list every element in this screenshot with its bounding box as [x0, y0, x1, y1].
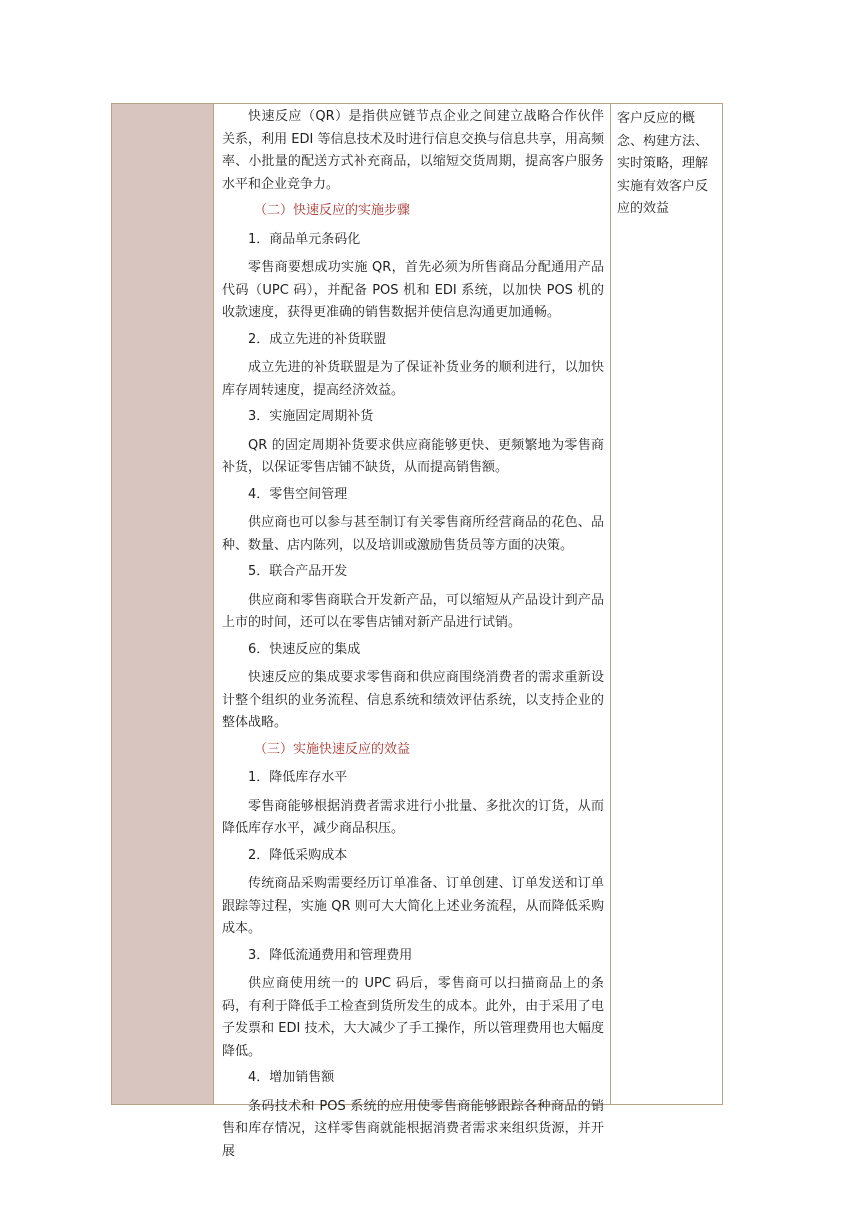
left-shaded-cell [112, 104, 214, 1104]
section-heading: （二）快速反应的实施步骤 [254, 203, 411, 218]
step-heading: 4．零售空间管理 [248, 486, 348, 502]
main-content [222, 104, 604, 1163]
side-note-cell [611, 104, 722, 1104]
step-heading: 6．快速反应的集成 [248, 641, 361, 657]
body-paragraph: 传统商品采购需要经历订单准备、订单创建、订单发送和订单跟踪等过程，实施 QR 则可大大简化上述业务流程，从而降低采购成本。 [222, 876, 604, 936]
side-note-text: 客户反应的概念、构建方法、实时策略，理解实施有效客户反应的效益 [617, 111, 709, 216]
body-paragraph: 供应商和零售商联合开发新产品，可以缩短从产品设计到产品上市的时间，还可以在零售店铺对新产品进行试销。 [222, 592, 604, 630]
body-paragraph: 零售商能够根据消费者需求进行小批量、多批次的订货，从而降低库存水平，减少商品积压。 [222, 798, 604, 836]
body-paragraph: 条码技术和 POS 系统的应用使零售商能够跟踪各种商品的销售和库存情况，这样零售商就能根据消费者需求来组织货源，并开展 [222, 1098, 604, 1159]
body-paragraph: QR 的固定周期补货要求供应商能够更快、更频繁地为零售商补货，以保证零售店铺不缺货，从而提高销售额。 [222, 437, 604, 475]
step-heading: 4．增加销售额 [248, 1070, 335, 1085]
body-paragraph: 供应商使用统一的 UPC 码后，零售商可以扫描商品上的条码，有利于降低手工检查到货所发生的成本。此外，由于采用了电子发票和 EDI 技术，大大减少了手工操作，所以管理费用也大幅度降低。 [222, 976, 604, 1059]
body-paragraph: 快速反应（QR）是指供应链节点企业之间建立战略合作伙伴关系，利用 EDI 等信息技术及时进行信息交换与信息共享，用高频率、小批量的配送方式补充商品，以缩短交货周期，提高客户服务水平和企业竞争力。 [222, 109, 604, 192]
step-heading: 2．成立先进的补货联盟 [248, 331, 387, 347]
step-heading: 1．降低库存水平 [248, 770, 348, 785]
step-heading: 1．商品单元条码化 [248, 231, 361, 247]
body-paragraph: 零售商要想成功实施 QR，首先必须为所售商品分配通用产品代码（UPC 码），并配备 POS 机和 EDI 系统，以加快 POS 机的收款速度，获得更准确的销售数据并使信息沟通更加通畅。 [222, 260, 604, 320]
step-heading: 2．降低采购成本 [248, 847, 348, 863]
main-content-cell [214, 104, 611, 1159]
content-table [111, 103, 723, 1159]
section-heading: （三）实施快速反应的效益 [254, 741, 411, 757]
step-heading: 3．实施固定周期补货 [248, 409, 374, 424]
body-paragraph: 成立先进的补货联盟是为了保证补货业务的顺利进行，以加快库存周转速度，提高经济效益。 [222, 360, 604, 398]
step-heading: 5．联合产品开发 [248, 564, 348, 579]
body-paragraph: 快速反应的集成要求零售商和供应商围绕消费者的需求重新设计整个组织的业务流程、信息系统和绩效评估系统，以支持企业的整体战略。 [222, 670, 604, 730]
step-heading: 3．降低流通费用和管理费用 [248, 947, 413, 963]
body-paragraph: 供应商也可以参与甚至制订有关零售商所经营商品的花色、品种、数量、店内陈列，以及培训或激励售货员等方面的决策。 [222, 515, 604, 553]
